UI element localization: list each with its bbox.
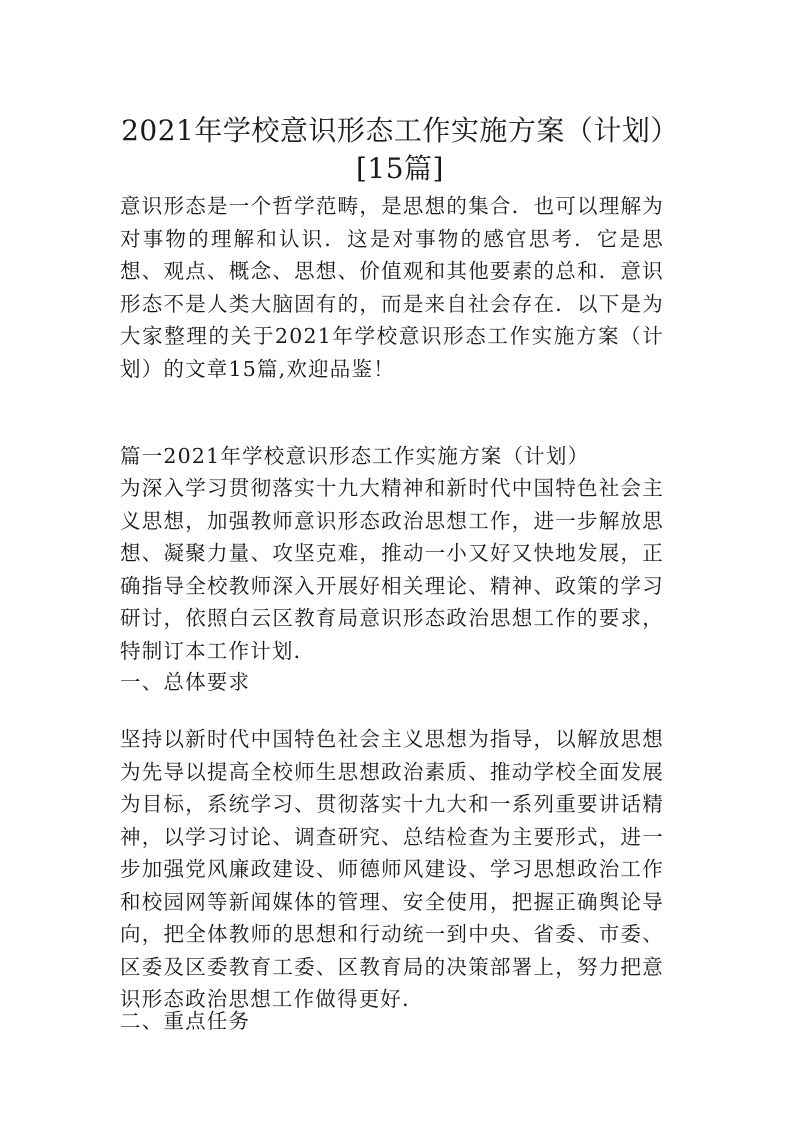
document-title: 2021年学校意识形态工作实施方案（计划）[15篇] xyxy=(121,114,679,185)
section-body-paragraph: 为深入学习贯彻落实十九大精神和新时代中国特色社会主义思想，加强教师意识形态政治思想工作，进一步解放思想、凝聚力量、攻坚克难，推动一小又好又快地发展，正确指导全校教师深入开展好相关理论、精神、政策的学习研讨，依照白云区教育局意识形态政治思想工作的要求，特制订本工作计划． xyxy=(120,476,664,663)
section-title: 篇一2021年学校意识形态工作实施方案（计划） xyxy=(120,444,590,468)
heading-general-requirements: 一、总体要求 xyxy=(120,670,251,694)
heading-key-tasks: 二、重点任务 xyxy=(120,1009,251,1033)
intro-paragraph: 意识形态是一个哲学范畴，是思想的集合．也可以理解为对事物的理解和认识．这是对事物的感官思考．它是思想、观点、概念、思想、价值观和其他要素的总和．意识形态不是人类大脑固有的，而是来自社会存在．以下是为大家整理的关于2021年学校意识形态工作实施方案（计划）的文章15篇,欢迎品鉴！ xyxy=(120,194,664,381)
general-requirements-paragraph: 坚持以新时代中国特色社会主义思想为指导，以解放思想为先导以提高全校师生思想政治素质、推动学校全面发展为目标，系统学习、贯彻落实十九大和一系列重要讲话精神，以学习讨论、调查研究、总结检查为主要形式，进一步加强党风廉政建设、师德师风建设、学习思想政治工作和校园网等新闻媒体的管理、安全使用，把握正确舆论导向，把全体教师的思想和行动统一到中央、省委、市委、区委及区委教育工委、区教育局的决策部署上，努力把意识形态政治思想工作做得更好． xyxy=(120,727,664,1011)
